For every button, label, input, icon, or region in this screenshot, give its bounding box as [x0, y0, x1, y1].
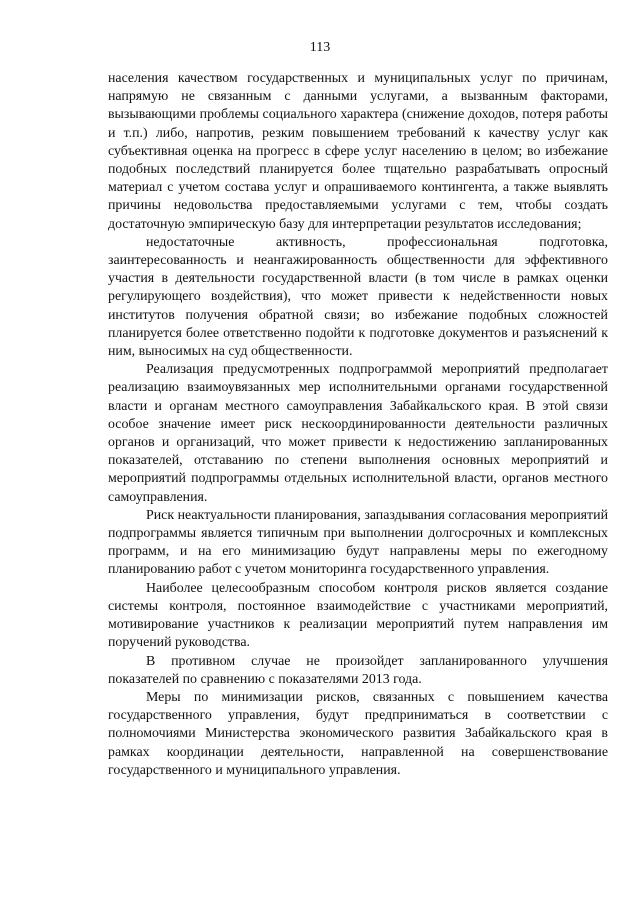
- paragraph: недостаточные активность, профессиональная подготовка, заинтересованность и неангажированность общественности для эффективного участия в деятельности государственной власти (в том числе в рамках оценки регулирующего воздействия), что может привести к недейственности новых институтов получения обратной связи; во избежание подобных сложностей планируется более ответственно подойти к подготовке документов и разъяснений к ним, выносимых на суд общественности.: [108, 234, 608, 360]
- paragraph: Меры по минимизации рисков, связанных с повышением качества государственного управления, будут предприниматься в соответствии с полномочиями Министерства экономического развития Забайкальского края в рамках координации деятельности, направленной на совершенствование государственного и муниципального управления.: [108, 689, 608, 778]
- document-body: [108, 70, 608, 780]
- paragraph: Реализация предусмотренных подпрограммой мероприятий предполагает реализацию взаимоувязанных мер исполнительными органами государственной власти и органам местного самоуправления Забайкальского края. В этой связи особое значение имеет риск нескоординированности деятельности различных органов и организаций, что может привести к недостижению запланированных показателей, отставанию по степени выполнения основных мероприятий и мероприятий подпрограммы отдельных исполнительной власти, органов местного самоуправления.: [108, 362, 608, 505]
- paragraph: Риск неактуальности планирования, запаздывания согласования мероприятий подпрограммы является типичным при выполнении долгосрочных и комплексных программ, и на его минимизацию будут направлены меры по ежегодному планированию работ с учетом мониторинга государственного управления.: [108, 507, 608, 578]
- page-number: 113: [309, 40, 331, 55]
- paragraph: В противном случае не произойдет запланированного улучшения показателей по сравнению с показателями 2013 года.: [108, 653, 608, 687]
- paragraph: населения качеством государственных и муниципальных услуг по причинам, напрямую не связанным с данными услугами, а вызванным факторами, вызывающими проблемы социального характера (снижение доходов, потеря работы и т.п.) либо, напротив, резким повышением требований к качеству услуг как субъективная оценка на прогресс в сфере услуг населению в целом; во избежание подобных последствий планируется более тщательно разрабатывать опросный материал с учетом состава услуг и опрашиваемого контингента, а также выявлять причины недовольства предоставляемыми услугами с тем, чтобы создать достаточную эмпирическую базу для интерпретации результатов исследования;: [108, 71, 608, 232]
- paragraph: Наиболее целесообразным способом контроля рисков является создание системы контроля, постоянное взаимодействие с участниками мероприятий, мотивирование участников к реализации мероприятий путем направления им поручений руководства.: [108, 580, 608, 651]
